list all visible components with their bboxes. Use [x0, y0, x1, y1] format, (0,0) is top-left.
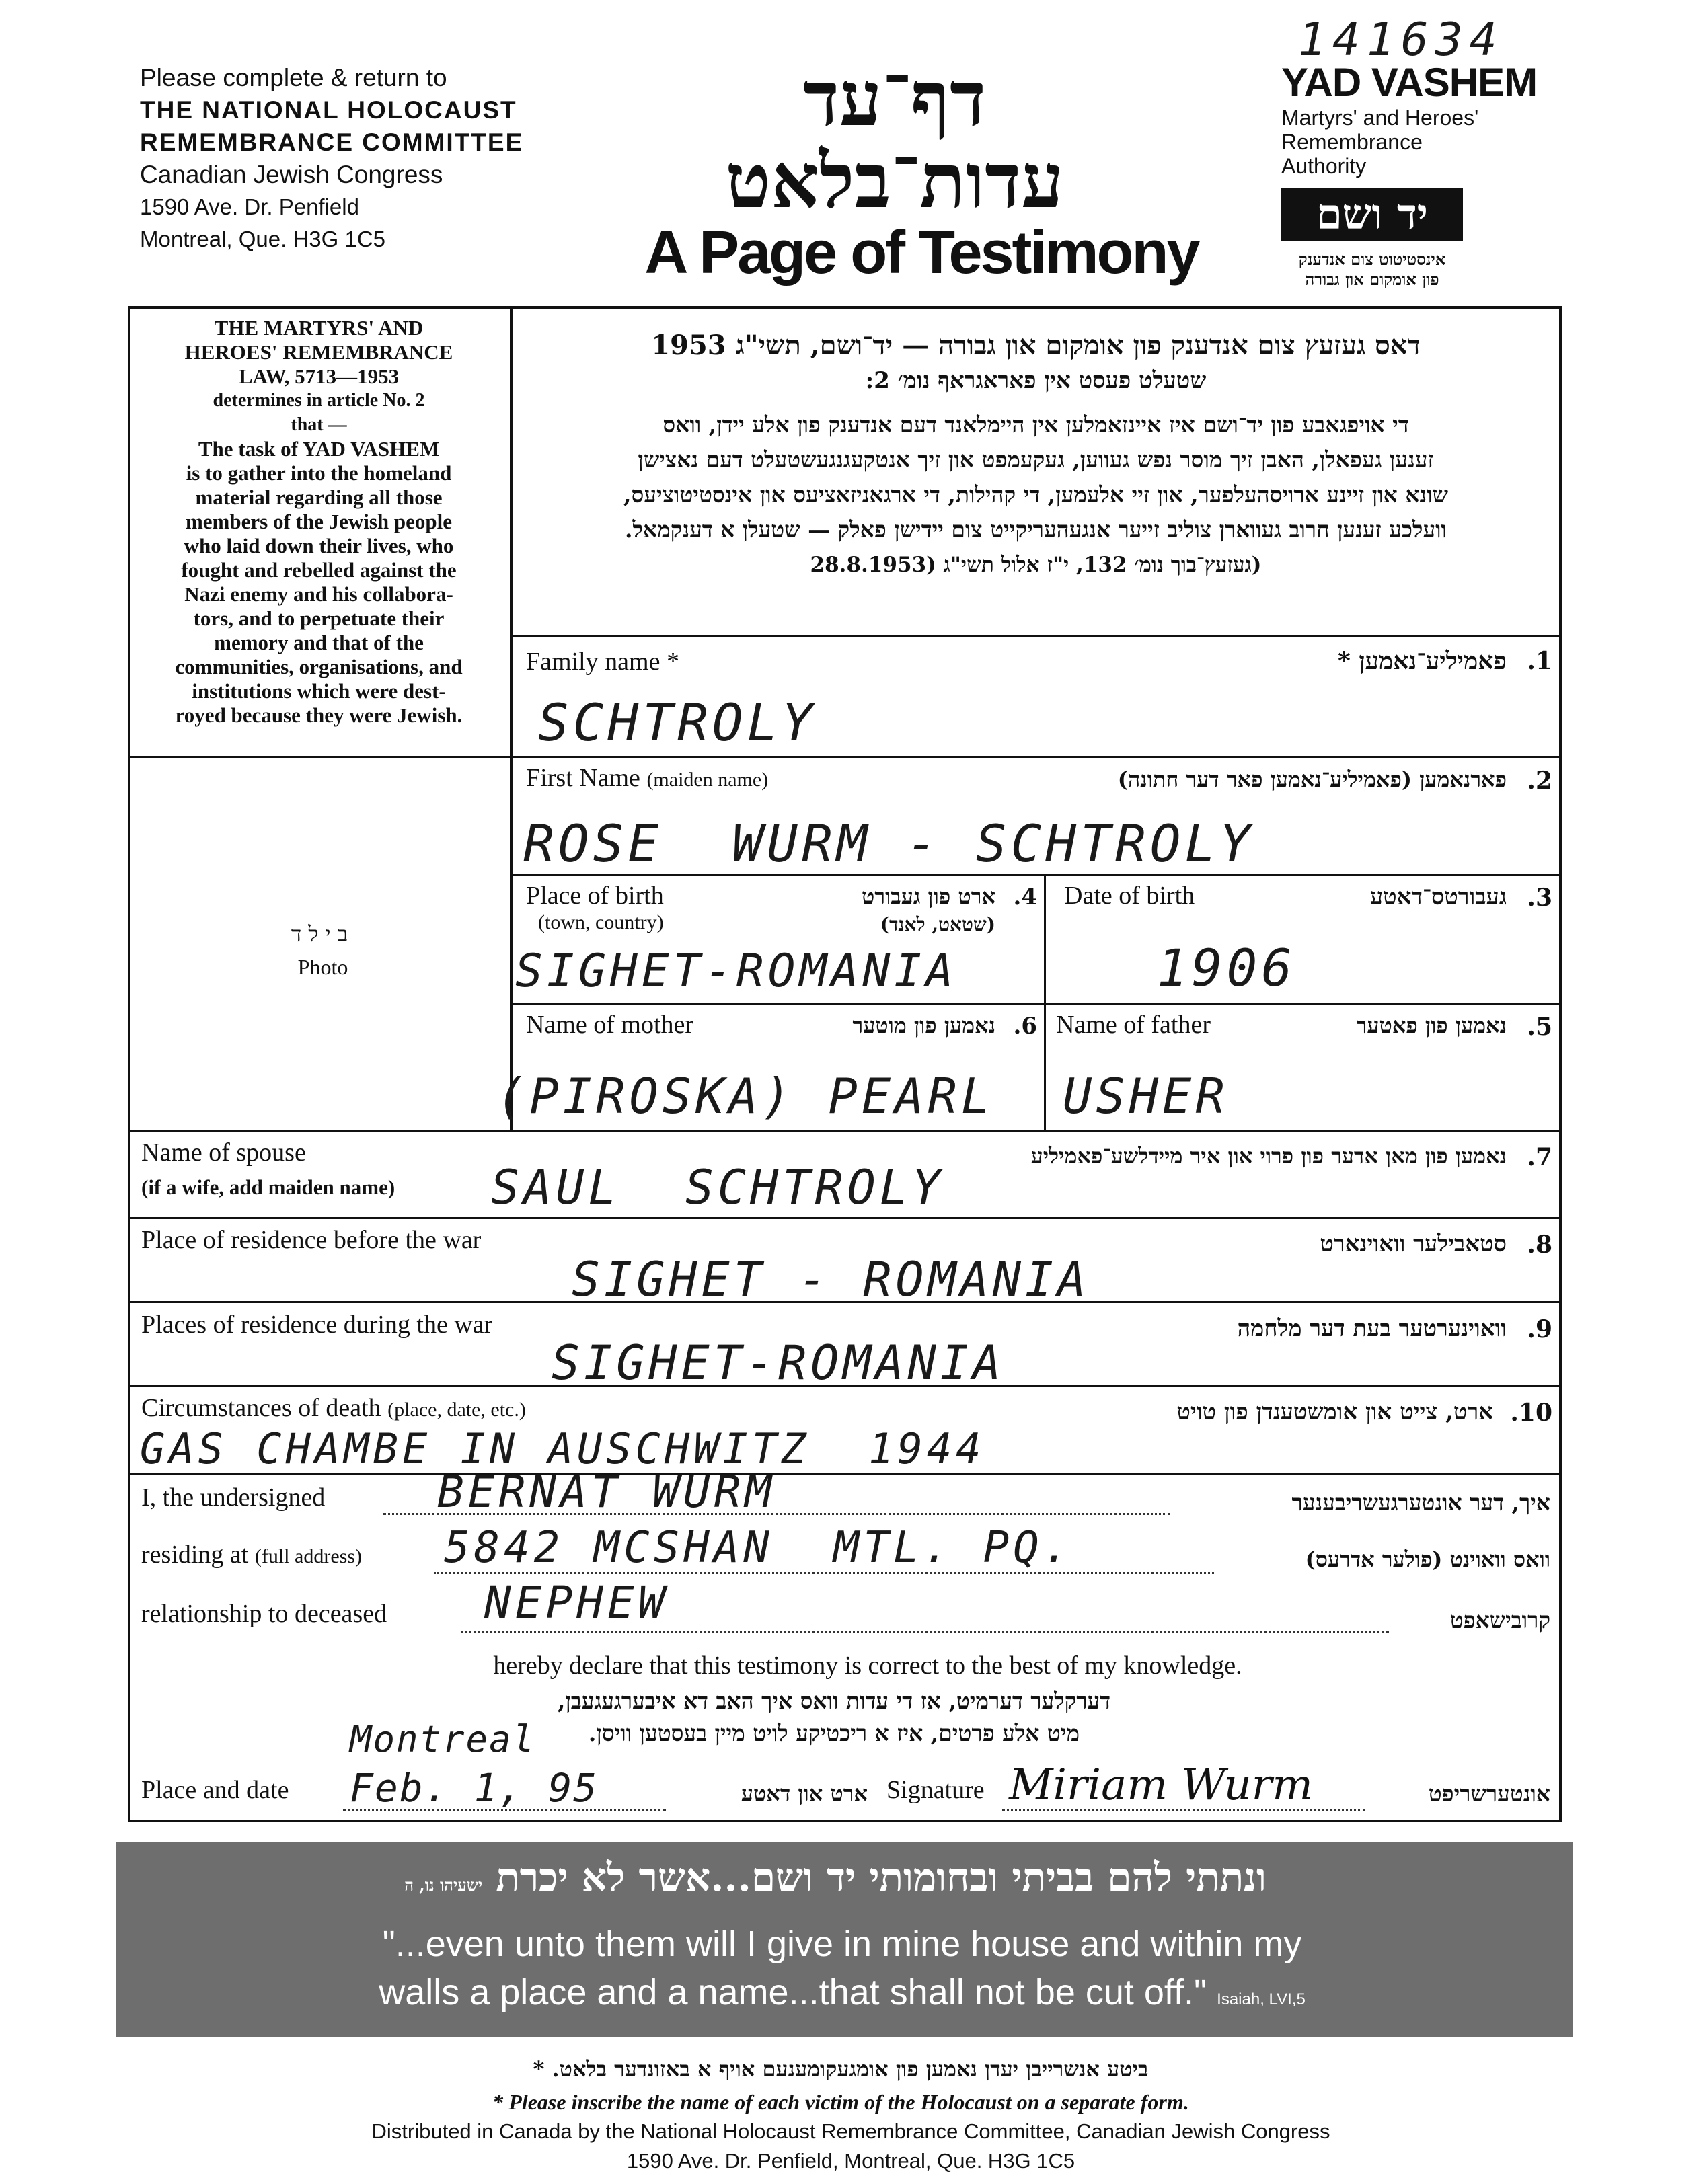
return-line-5: 1590 Ave. Dr. Penfield [140, 194, 359, 219]
place-of-birth-label-yiddish: ארט פון געבורט [862, 884, 995, 909]
field-7-number: .7 [1527, 1143, 1552, 1171]
yad-vashem-heb-1: אינסטיטוט צום אנדענק [1298, 249, 1446, 269]
rule-lawbox-bottom [128, 756, 511, 758]
law-line-4: determines in article No. 2 [213, 390, 425, 411]
mother-name-label: Name of mother [526, 1011, 694, 1039]
residing-address-value[interactable]: 5842 MCSHAN MTL. PQ. [444, 1523, 1073, 1573]
relationship-label-yiddish: קרובישאפט [1449, 1607, 1550, 1633]
place-of-birth-label-small: (town, country) [538, 911, 664, 933]
law-line-16: institutions which were dest- [192, 679, 446, 703]
circumstances-of-death-value[interactable]: GAS CHAMBE IN AUSCHWITZ 1944 [140, 1424, 985, 1473]
birth-split [1044, 874, 1046, 1003]
place-and-date-label-yiddish: ארט און דאטע [741, 1781, 868, 1806]
family-name-label-yiddish: פאמיליע־נאמען * [1338, 647, 1507, 675]
relationship-value[interactable]: NEPHEW [484, 1577, 669, 1629]
residing-label-small: (full address) [254, 1545, 362, 1567]
relationship-dotted-line [461, 1631, 1389, 1633]
rule-first-bottom [510, 874, 1562, 876]
footer-note-asterisk-icon: * [492, 2090, 509, 2114]
return-line-3: REMEMBRANCE COMMITTEE [140, 128, 524, 156]
field-3-number: .3 [1527, 884, 1552, 912]
yad-vashem-heb-2: פון אומקום און גבורה [1305, 270, 1439, 289]
yiddish-law-text [525, 328, 1547, 582]
field-4-number: .4 [1013, 884, 1037, 910]
law-line-10: who laid down their lives, who [184, 534, 454, 557]
undersigned-label-yiddish: איך, דער אונטערגעשריבענער [1291, 1489, 1550, 1516]
banner-hebrew-ref: ישעיהו נו, ה [404, 1875, 483, 1895]
banner-english-2 [143, 1972, 1542, 2013]
yad-vashem-block [1281, 59, 1591, 290]
return-line-4: Canadian Jewish Congress [140, 161, 443, 188]
signature-value[interactable]: Miriam Wurm [1009, 1760, 1313, 1810]
spouse-name-label: Name of spouse [141, 1138, 306, 1167]
footer-note [202, 2090, 1480, 2115]
parents-split [1044, 1003, 1046, 1130]
law-line-15: communities, organisations, and [175, 655, 463, 678]
undersigned-value[interactable]: BERNAT WURM [437, 1466, 776, 1518]
law-line-3: LAW, 5713—1953 [238, 364, 400, 388]
banner-english-2-text: walls a place and a name...that shall not be cut off." [379, 1972, 1207, 2013]
field-9-number: .9 [1527, 1315, 1552, 1343]
law-line-9: members of the Jewish people [185, 510, 453, 533]
field-2-number: .2 [1527, 767, 1552, 795]
date-of-birth-value[interactable]: 1906 [1157, 938, 1297, 998]
title-yiddish-1: דף־עד [802, 55, 986, 143]
residing-label-yiddish: וואס וואוינט (פולער אדרעס) [1305, 1547, 1550, 1572]
law-line-6: The task of YAD VASHEM [198, 437, 440, 461]
residence-before-label: Place of residence before the war [141, 1226, 482, 1254]
date-of-birth-label: Date of birth [1064, 882, 1195, 910]
yad-vashem-sub-1: Martyrs' and Heroes' [1281, 106, 1479, 130]
spouse-name-label-small: (if a wife, add maiden name) [141, 1175, 395, 1199]
field-5-number: .5 [1527, 1013, 1552, 1041]
residing-label-main: residing at [141, 1540, 249, 1569]
rule-family-top [510, 635, 1562, 637]
field-1-number: .1 [1527, 647, 1552, 675]
return-address-block [140, 62, 523, 256]
law-line-14: memory and that of the [214, 631, 424, 654]
footer-address: 1590 Ave. Dr. Penfield, Montreal, Que. H3G 1C5 [626, 2149, 1075, 2173]
yiddish-law-line-4: וועלכע זענען חרוב געווארן צוליב זייער אנגעהעריקייט צום יידישן פאלק — שטעלן א דענקמאל. [624, 516, 1447, 543]
law-line-11: fought and rebelled against the [181, 558, 457, 582]
date-value[interactable]: Feb. 1, 95 [350, 1765, 599, 1811]
footer-distribution: Distributed in Canada by the National Holocaust Remembrance Committee, Canadian Jewish Congress [371, 2119, 1330, 2143]
first-name-label-main: First Name [526, 764, 640, 792]
undersigned-label: I, the undersigned [141, 1483, 326, 1512]
declaration-yiddish-1: דערקלער דערמיט, אז די עדות וואס איך האב דא איבערגעגעבן, [557, 1688, 1111, 1714]
yiddish-law-heading-2: שטעלט פעסט אין פאראגראף נומ׳ 2: [865, 367, 1207, 394]
date-of-birth-label-yiddish: געבורטס־דאטע [1369, 884, 1507, 910]
yiddish-law-line-5: (געזעץ־בוך נומ׳ 132, י"ז אלול תשי"ג (28.8.1953 [810, 553, 1262, 577]
circumstances-of-death-label-small: (place, date, etc.) [387, 1399, 526, 1421]
residing-label [141, 1540, 362, 1569]
mother-name-value[interactable]: (PIROSKA) PEARL [496, 1068, 995, 1124]
footer-yiddish-text: ביטע אנשרייבן יעדן נאמען פון אומגעקומענעם אויף א באזונדער בלאט. [552, 2056, 1149, 2082]
page-title: A Page of Testimony [644, 219, 1199, 286]
place-and-date-label: Place and date [141, 1776, 289, 1804]
law-line-5: that — [291, 414, 347, 435]
law-line-17: royed because they were Jewish. [175, 703, 463, 727]
return-line-2: THE NATIONAL HOLOCAUST [140, 96, 517, 124]
footer-asterisk-icon: * [533, 2056, 545, 2082]
return-line-1: Please complete & return to [140, 64, 447, 91]
footer-note-text: Please inscribe the name of each victim of the Holocaust on a separate form. [508, 2090, 1189, 2114]
quote-banner [116, 1842, 1573, 2037]
rule-family-bottom [510, 756, 1562, 758]
photo-label-yiddish: בילד [291, 921, 355, 947]
place-of-birth-value[interactable]: SIGHET-ROMANIA [515, 945, 958, 998]
field-6-number: .6 [1013, 1013, 1037, 1040]
rule-birth-bottom [510, 1003, 1562, 1005]
title-yiddish-2: עדות־בלאט [725, 137, 1064, 225]
field-8-number: .8 [1527, 1231, 1552, 1259]
family-name-value[interactable]: SCHTROLY [538, 693, 817, 752]
circumstances-of-death-label-yiddish: ארט, צייט און אומשטענדן פון טויט [1176, 1399, 1493, 1426]
residence-during-value[interactable]: SIGHET-ROMANIA [552, 1335, 1006, 1391]
place-value[interactable]: Montreal [350, 1718, 536, 1760]
signature-label-yiddish: אונטערשריפט [1428, 1781, 1550, 1807]
mother-name-label-yiddish: נאמען פון מוטער [852, 1013, 995, 1038]
field-10-number: .10 [1510, 1399, 1552, 1427]
left-column-divider [510, 306, 513, 1130]
return-line-6: Montreal, Que. H3G 1C5 [140, 227, 385, 251]
law-box [135, 316, 503, 728]
footer-yiddish-note [202, 2056, 1480, 2082]
yad-vashem-name: YAD VASHEM [1281, 60, 1538, 105]
rule-parents-bottom [128, 1130, 1562, 1132]
rule-spouse-bottom [128, 1217, 1562, 1219]
first-name-label [526, 763, 768, 793]
banner-hebrew [136, 1855, 1535, 1900]
law-line-8: material regarding all those [195, 485, 443, 509]
residence-during-label-yiddish: וואוינערטער בעת דער מלחמה [1237, 1315, 1507, 1342]
yiddish-law-line-1: די אויפגאבע פון יד־ושם איז איינזאמלען אין היימלאנד דעם אנדענק פון אלע יידן, וואס [663, 412, 1409, 438]
handwritten-reference-number: 141634 [1298, 13, 1504, 67]
law-line-12: Nazi enemy and his collabora- [184, 582, 453, 606]
family-name-label: Family name * [526, 648, 679, 676]
father-name-label: Name of father [1056, 1011, 1211, 1039]
law-line-1: THE MARTYRS' AND [214, 316, 424, 340]
first-name-label-yiddish: פארנאמען (פאמיליע־נאמען פאר דער חתונה) [1117, 767, 1507, 792]
banner-hebrew-quote: ונתתי להם בביתי ובחומותי יד ושם...אשר לא יכרת [496, 1855, 1267, 1900]
yad-vashem-sub-3: Authority [1281, 154, 1367, 178]
father-name-value[interactable]: USHER [1063, 1068, 1229, 1124]
yiddish-law-line-2: זענען געפאלן, האבן זיך מוסר נפש געווען, געקעמפט און זיך אנטקעגנגעשטעלט דעם נאצישן [638, 446, 1434, 473]
spouse-name-label-yiddish: נאמען פון מאן אדער פון פרוי און איר מיידלשע־פאמיליע [1030, 1143, 1507, 1169]
father-name-label-yiddish: נאמען פון פאטער [1356, 1013, 1507, 1038]
banner-english-1: "...even unto them will I give in mine house and within my [382, 1924, 1302, 1964]
spouse-name-value[interactable]: SAUL SCHTROLY [491, 1160, 945, 1215]
relationship-label: relationship to deceased [141, 1600, 387, 1628]
banner-english-ref: Isaiah, LVI,5 [1217, 1990, 1306, 2008]
declaration-yiddish-2: מיט אלע פרטים, איז א ריכטיקע לויט מיין בעסטען וויסן. [588, 1720, 1080, 1746]
place-of-birth-label-yiddish-small: (שטאט, לאנד) [880, 913, 995, 935]
yad-vashem-logo: יד ושם [1281, 188, 1463, 241]
signature-label: Signature [886, 1776, 985, 1804]
yiddish-law-line-3: שונא און זיינע ארויסהעלפער, און זיי אלעמען, די קהילות, די ארגאניזאציעס און אינסטיטוציעס, [623, 481, 1448, 508]
law-line-2: HEROES' REMEMBRANCE [184, 340, 453, 364]
residence-during-label: Places of residence during the war [141, 1311, 493, 1339]
law-line-7: is to gather into the homeland [186, 461, 452, 485]
yad-vashem-sub-2: Remembrance [1281, 130, 1423, 154]
first-name-label-small: (maiden name) [646, 769, 769, 791]
yiddish-law-heading-1: דאס געזעץ צום אנדענק פון אומקום און גבורה — יד־ושם, תשי"ג 1953 [651, 329, 1421, 361]
circumstances-of-death-label [141, 1393, 526, 1423]
law-line-13: tors, and to perpetuate their [193, 607, 445, 630]
residence-before-value[interactable]: SIGHET - ROMANIA [572, 1252, 1090, 1307]
circumstances-of-death-label-main: Circumstances of death [141, 1394, 381, 1422]
place-of-birth-label: Place of birth [526, 882, 664, 910]
declaration-text: hereby declare that this testimony is correct to the best of my knowledge. [493, 1651, 1242, 1680]
residence-before-label-yiddish: סטאבילער וואוינארט [1320, 1231, 1507, 1257]
photo-label: Photo [297, 955, 348, 979]
first-name-value[interactable]: ROSE WURM - SCHTROLY [523, 814, 1254, 873]
